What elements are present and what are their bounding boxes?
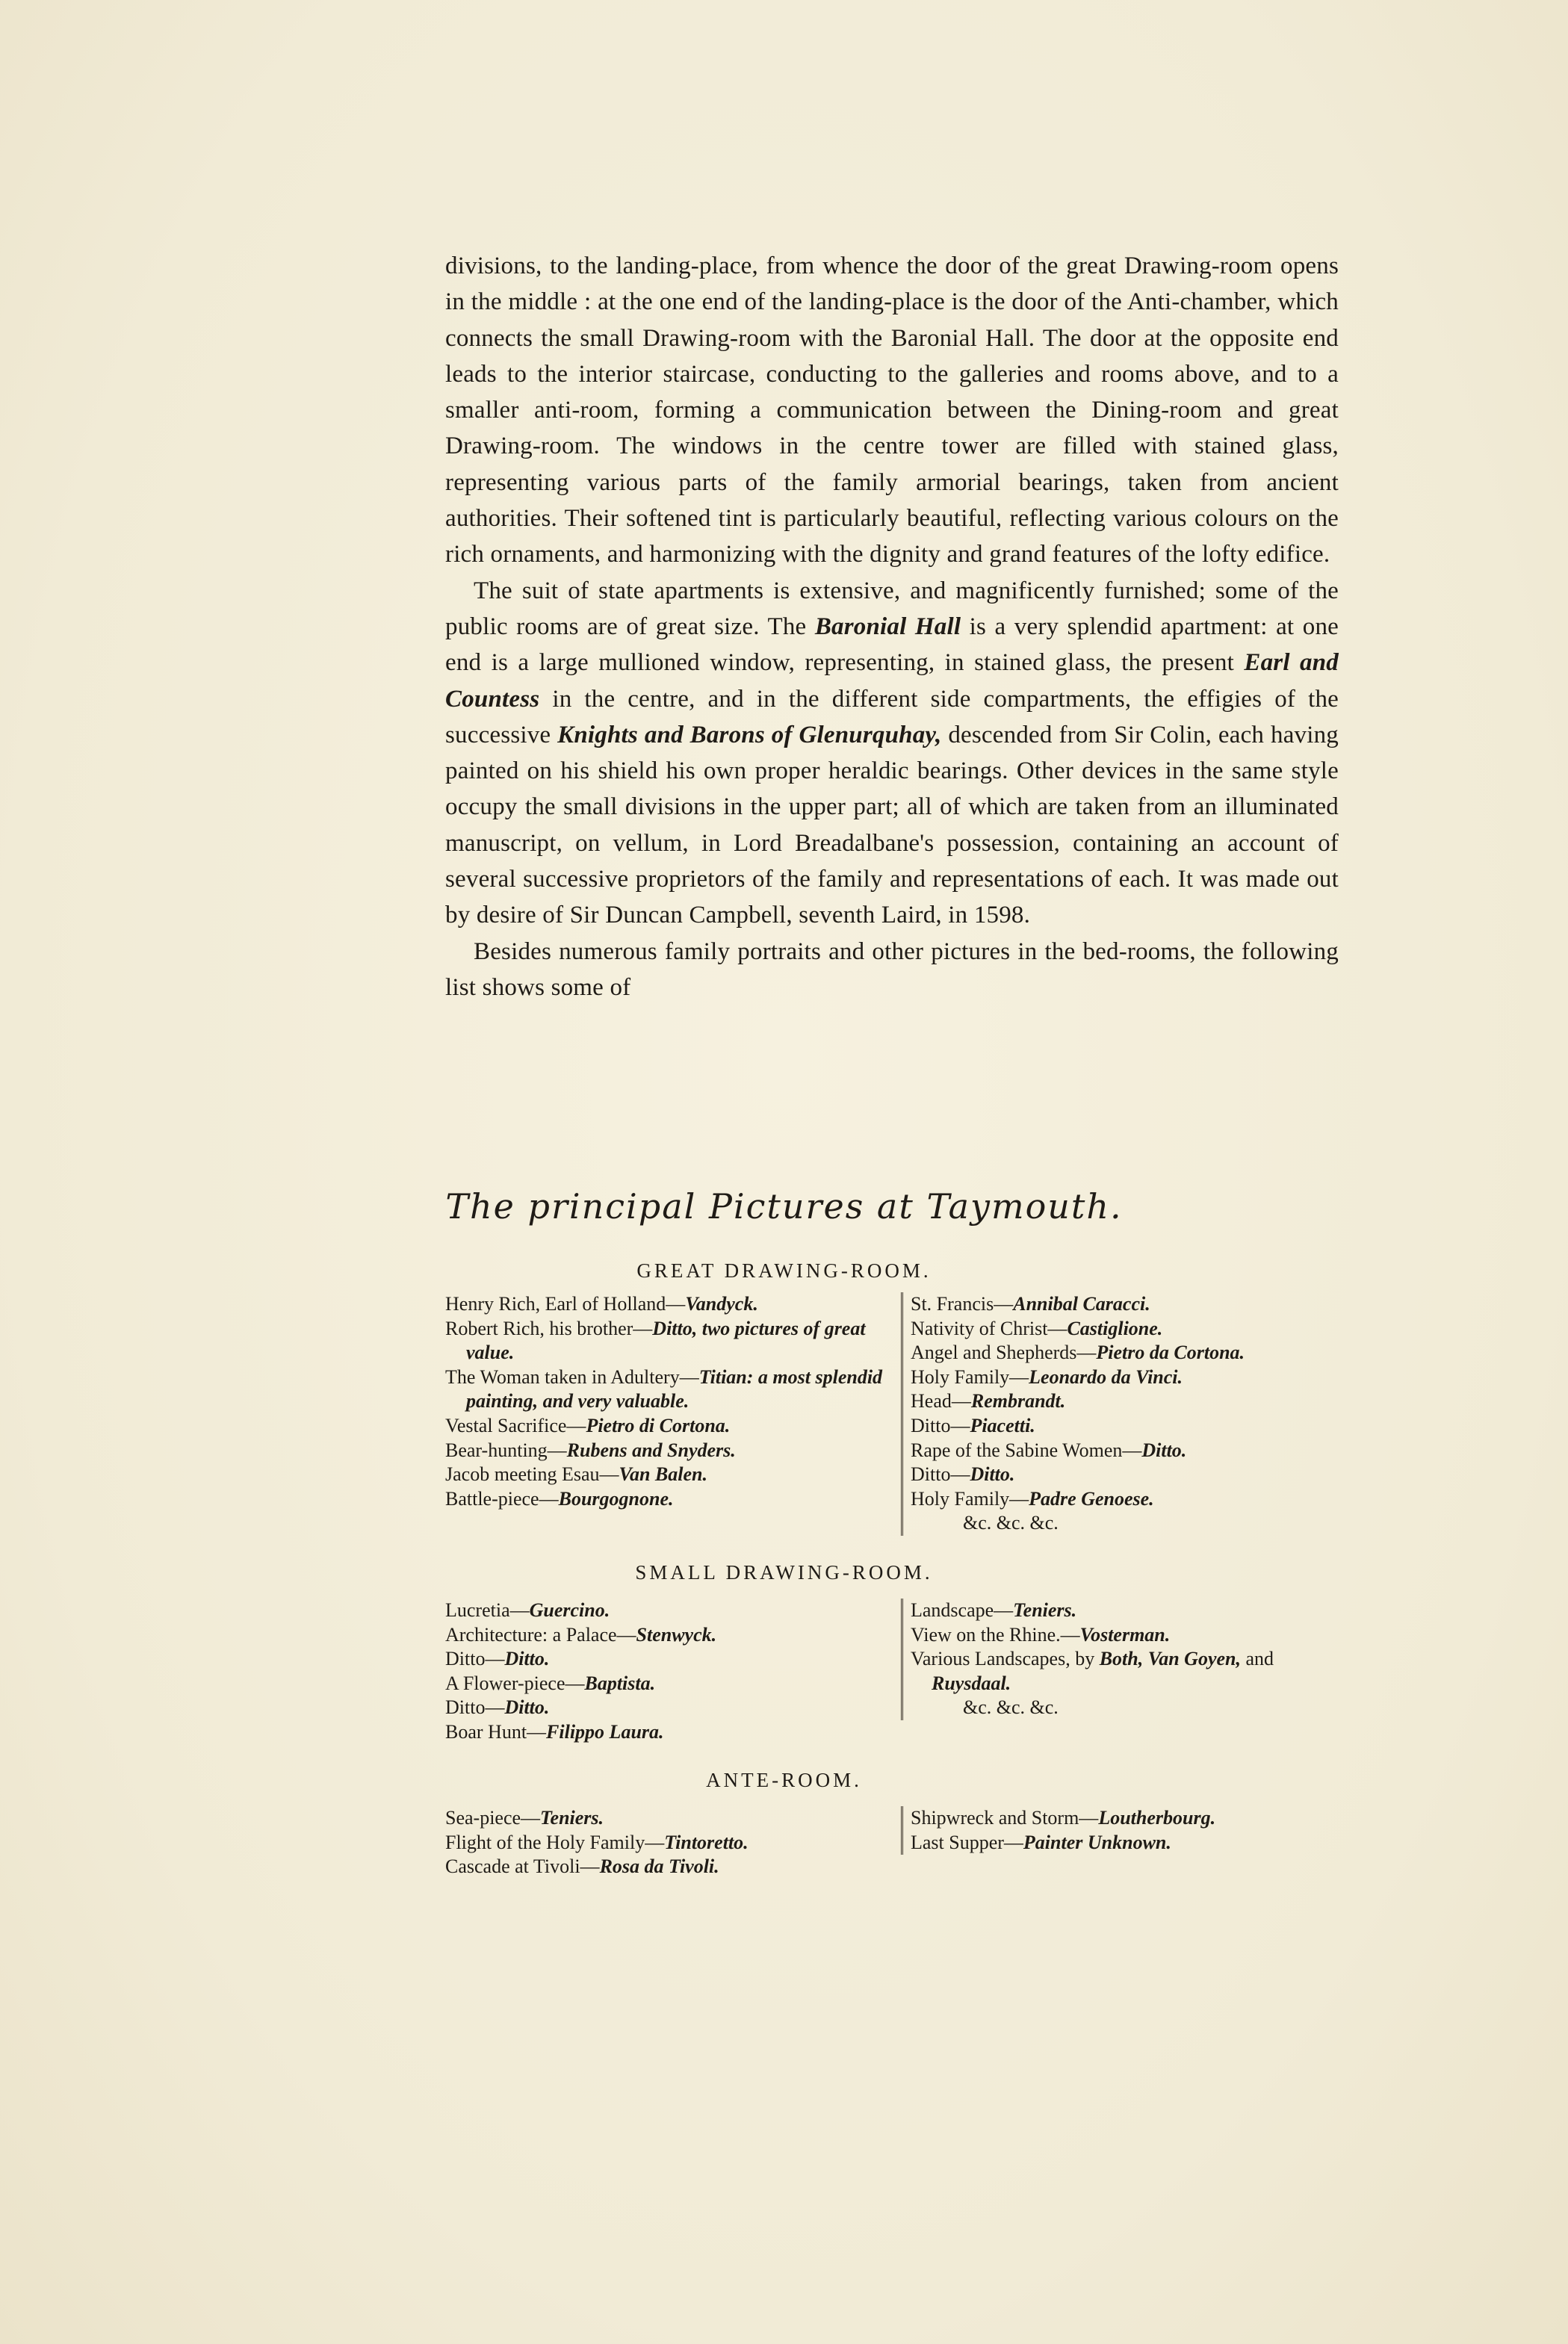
list-item: The Woman taken in Adultery—Titian: a most splendid painting, and very valuable. — [445, 1365, 883, 1413]
list-item: Cascade at Tivoli—Rosa da Tivoli. — [445, 1855, 719, 1878]
list-item: Ditto—Ditto. — [445, 1696, 550, 1719]
great-left-column — [445, 1292, 886, 1511]
great-right-column — [901, 1292, 1351, 1536]
ante-right-column — [901, 1806, 1351, 1855]
small-right-column — [901, 1599, 1351, 1720]
list-item: Various Landscapes, by Both, Van Goyen, and Ruysdaal. — [911, 1648, 1274, 1694]
list-item: Lucretia—Guercino. — [445, 1599, 610, 1621]
list-item: Sea-piece—Teniers. — [445, 1807, 604, 1829]
list-item: Bear-hunting—Rubens and Snyders. — [445, 1439, 736, 1461]
list-item: A Flower-piece—Baptista. — [445, 1672, 656, 1694]
list-item: Jacob meeting Esau—Van Balen. — [445, 1463, 707, 1486]
list-item: Robert Rich, his brother—Ditto, two pictures of great value. — [445, 1317, 866, 1364]
list-item: Henry Rich, Earl of Holland—Vandyck. — [445, 1293, 758, 1315]
small-drawing-room-list — [445, 1599, 1339, 1755]
list-item: Vestal Sacrifice—Pietro di Cortona. — [445, 1414, 731, 1436]
list-item: Head—Rembrandt. — [911, 1390, 1066, 1413]
paragraph-3: Besides numerous family portraits and other pictures in the bed-rooms, the following list shows some of — [445, 937, 1339, 1001]
ante-room-list — [445, 1806, 1339, 1888]
list-heading: The principal Pictures at Taymouth. — [445, 1186, 1123, 1227]
list-item: Ditto—Piacetti. — [911, 1414, 1035, 1436]
small-left-column — [445, 1599, 886, 1745]
paragraph-2: The suit of state apartments is extensive, and magnificently furnished; some of the public rooms are of great size. The Baronial Hall is a very splendid apartment: at one end is a large mullioned window, representing, in stained glass, the present Earl and Countess in the centre, and in the different side compartments, the effigies of the successive Knights and Barons of Glenurquhay, descended from Sir Colin, each having painted on his shield his own proper heraldic bearings. Other devices in the same style occupy the small divisions in the upper part; all of which are taken from an illuminated manuscript, on vellum, in Lord Breadalbane's possession, containing an account of several successive proprietors of the family and representations of each. It was made out by desire of Sir Duncan Campbell, seventh Laird, in 1598. — [445, 577, 1339, 929]
paragraph-1: divisions, to the landing-place, from whence the door of the great Drawing-room opens in the middle : at the one end of the landing-place is the door of the Anti-chamber, which connects the small Drawing-room with the Baronial Hall. The door at the opposite end leads to the interior staircase, conducting to the galleries and rooms above, and to a smaller anti-room, forming a communication between the Dining-room and great Drawing-room. The windows in the centre tower are filled with stained glass, representing various parts of the family armorial bearings, taken from ancient authorities. Their softened tint is particularly beautiful, reflecting various colours on the rich ornaments, and harmonizing with the dignity and grand features of the lofty edifice. — [445, 252, 1339, 568]
list-item: View on the Rhine.—Vosterman. — [911, 1623, 1171, 1646]
list-etc: &c. &c. &c. — [963, 1696, 1059, 1719]
great-drawing-room-list — [445, 1292, 1339, 1539]
section-title-ante-room: ANTE-ROOM. — [706, 1769, 862, 1791]
list-item: Landscape—Teniers. — [911, 1599, 1077, 1621]
list-item: Ditto—Ditto. — [911, 1463, 1015, 1486]
list-item: Architecture: a Palace—Stenwyck. — [445, 1623, 717, 1646]
list-item: Ditto—Ditto. — [445, 1648, 550, 1670]
section-title-great-drawing-room: GREAT DRAWING-ROOM. — [636, 1259, 932, 1282]
list-item: Holy Family—Leonardo da Vinci. — [911, 1365, 1183, 1388]
list-item: Rape of the Sabine Women—Ditto. — [911, 1439, 1187, 1461]
list-item: Angel and Shepherds—Pietro da Cortona. — [911, 1342, 1245, 1364]
list-item: Holy Family—Padre Genoese. — [911, 1487, 1154, 1510]
ante-left-column — [445, 1806, 886, 1879]
body-text — [445, 248, 1339, 1005]
section-title-small-drawing-room: SMALL DRAWING-ROOM. — [635, 1561, 933, 1584]
list-item: Shipwreck and Storm—Loutherbourg. — [911, 1807, 1216, 1829]
list-etc: &c. &c. &c. — [963, 1512, 1059, 1534]
list-item: Boar Hunt—Filippo Laura. — [445, 1720, 664, 1743]
list-item: Nativity of Christ—Castiglione. — [911, 1317, 1163, 1339]
list-item: Battle-piece—Bourgognone. — [445, 1487, 674, 1510]
list-item: Flight of the Holy Family—Tintoretto. — [445, 1831, 749, 1853]
list-item: St. Francis—Annibal Caracci. — [911, 1293, 1150, 1315]
list-item: Last Supper—Painter Unknown. — [911, 1831, 1171, 1853]
